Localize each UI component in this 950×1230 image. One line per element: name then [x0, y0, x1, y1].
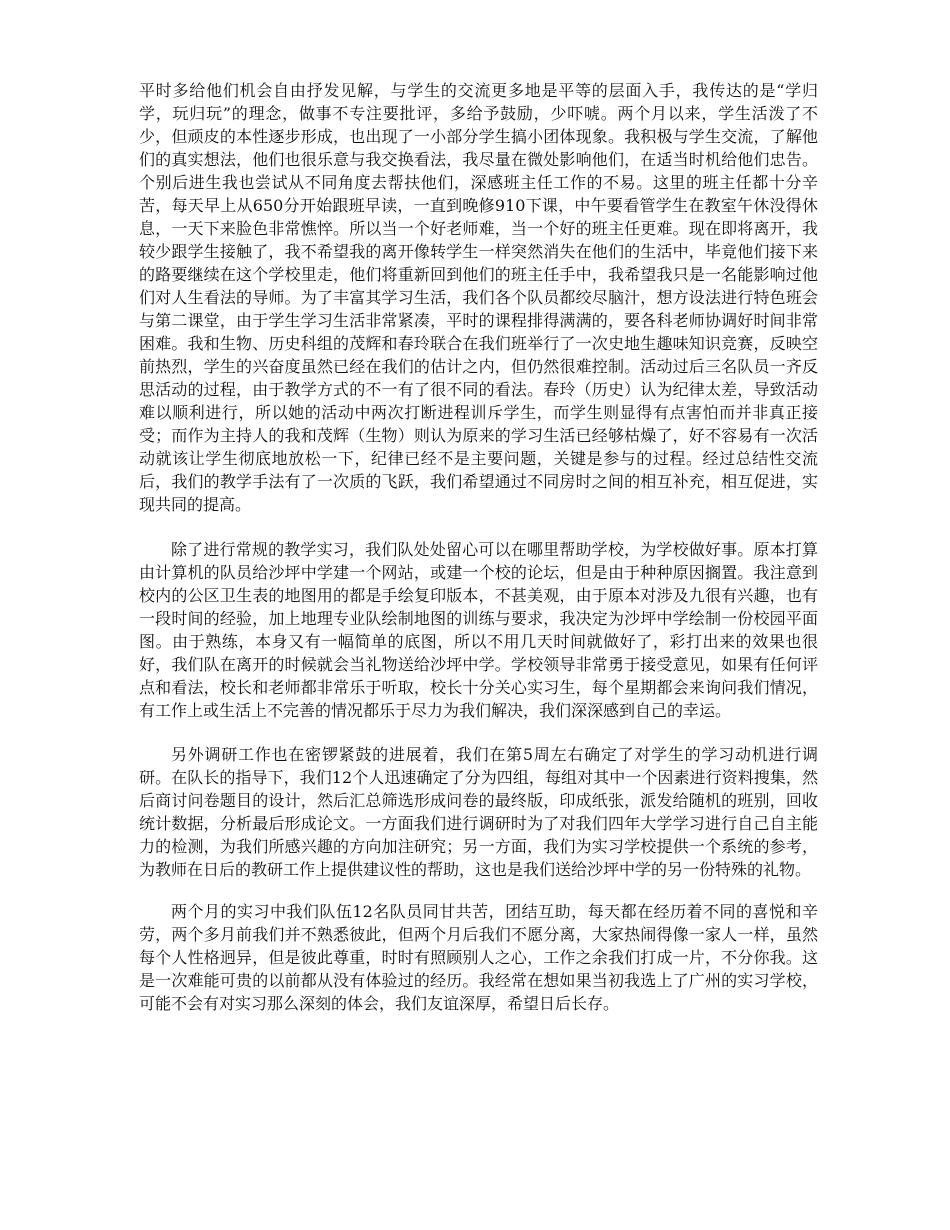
paragraph-4: 两个月的实习中我们队伍12名队员同甘共苦，团结互助，每天都在经历着不同的喜悦和辛劳，两个多月前我们并不熟悉彼此，但两个月后我们不愿分离，大家热闹得像一家人一样，虽然每个人性格迥异，但是彼此尊重，时时有照顾别人之心，工作之余我们打成一片，不分你我。这是一次难能可贵的以前都从没有体验过的经历。我经常在想如果当初我选上了广州的实习学校，可能不会有对实习那么深刻的体会，我们友谊深厚，希望日后长存。	[139, 902, 818, 1013]
document-page	[139, 79, 818, 1015]
paragraph-1: 平时多给他们机会自由抒发见解，与学生的交流更多地是平等的层面入手，我传达的是“学归学，玩归玩”的理念，做事不专注要批评，多给予鼓励，少吓唬。两个月以来，学生活泼了不少，但顽皮的本性逐步形成，也出现了一小部分学生搞小团体现象。我积极与学生交流，了解他们的真实想法，他们也很乐意与我交换看法，我尽量在微处影响他们，在适当时机给他们忠告。个别后进生我也尝试从不同角度去帮扶他们，深感班主任工作的不易。这里的班主任都十分辛苦，每天早上从650分开始跟班早读，一直到晚修910下课，中午要看管学生在教室午休没得休息，一天下来脸色非常憔悴。所以当一个好老师难，当一个好的班主任更难。现在即将离开，我较少跟学生接触了，我不希望我的离开像转学生一样突然消失在他们的生活中，毕竟他们接下来的路要继续在这个学校里走，他们将重新回到他们的班主任手中，我希望我只是一名能影响过他们对人生看法的导师。为了丰富其学习生活，我们各个队员都绞尽脑汁，想方设法进行特色班会与第二课堂，由于学生学习生活非常紧凑，平时的课程排得满满的，要各科老师协调好时间非常困难。我和生物、历史科组的茂辉和春玲联合在我们班举行了一次史地生趣味知识竞赛，反映空前热烈，学生的兴奋度虽然已经在我们的估计之内，但仍然很难控制。活动过后三名队员一齐反思活动的过程，由于教学方式的不一有了很不同的看法。春玲（历史）认为纪律太差，导致活动难以顺利进行，所以她的活动中两次打断进程训斥学生，而学生则显得有点害怕而并非真正接受；而作为主持人的我和茂辉（生物）则认为原来的学习生活已经够枯燥了，好不容易有一次活动就该让学生彻底地放松一下，纪律已经不是主要问题，关键是参与的过程。经过总结性交流后，我们的教学手法有了一次质的飞跃，我们希望通过不同房时之间的相互补充，相互促进，实现共同的提高。	[139, 81, 818, 514]
paragraph-3: 另外调研工作也在密锣紧鼓的进展着，我们在第5周左右确定了对学生的学习动机进行调研。在队长的指导下，我们12个人迅速确定了分为四组，每组对其中一个因素进行资料搜集，然后商讨问卷题目的设计，然后汇总筛选形成问卷的最终版，印成纸张，派发给随机的班别，回收统计数据，分析最后形成论文。一方面我们进行调研时为了对我们四年大学学习进行自己自主能力的检测，为我们所感兴趣的方向加注研究；另一方面，我们为实习学校提供一个系统的参考，为教师在日后的教研工作上提供建议性的帮助，这也是我们送给沙坪中学的另一份特殊的礼物。	[139, 745, 818, 879]
paragraph-2: 除了进行常规的教学实习，我们队处处留心可以在哪里帮助学校，为学校做好事。原本打算由计算机的队员给沙坪中学建一个网站，或建一个校的论坛，但是由于种种原因搁置。我注意到校内的公区卫生表的地图用的都是手绘复印版本，不甚美观，由于原本对涉及九很有兴趣，也有一段时间的经验，加上地理专业队绘制地图的训练与要求，我决定为沙坪中学绘制一份校园平面图。由于熟练，本身又有一幅简单的底图，所以不用几天时间就做好了，彩打出来的效果也很好，我们队在离开的时候就会当礼物送给沙坪中学。学校领导非常勇于接受意见，如果有任何评点和看法，校长和老师都非常乐于听取，校长十分关心实习生，每个星期都会来询问我们情况，有工作上或生活上不完善的情况都乐于尽力为我们解决，我们深深感到自己的幸运。	[139, 540, 818, 720]
